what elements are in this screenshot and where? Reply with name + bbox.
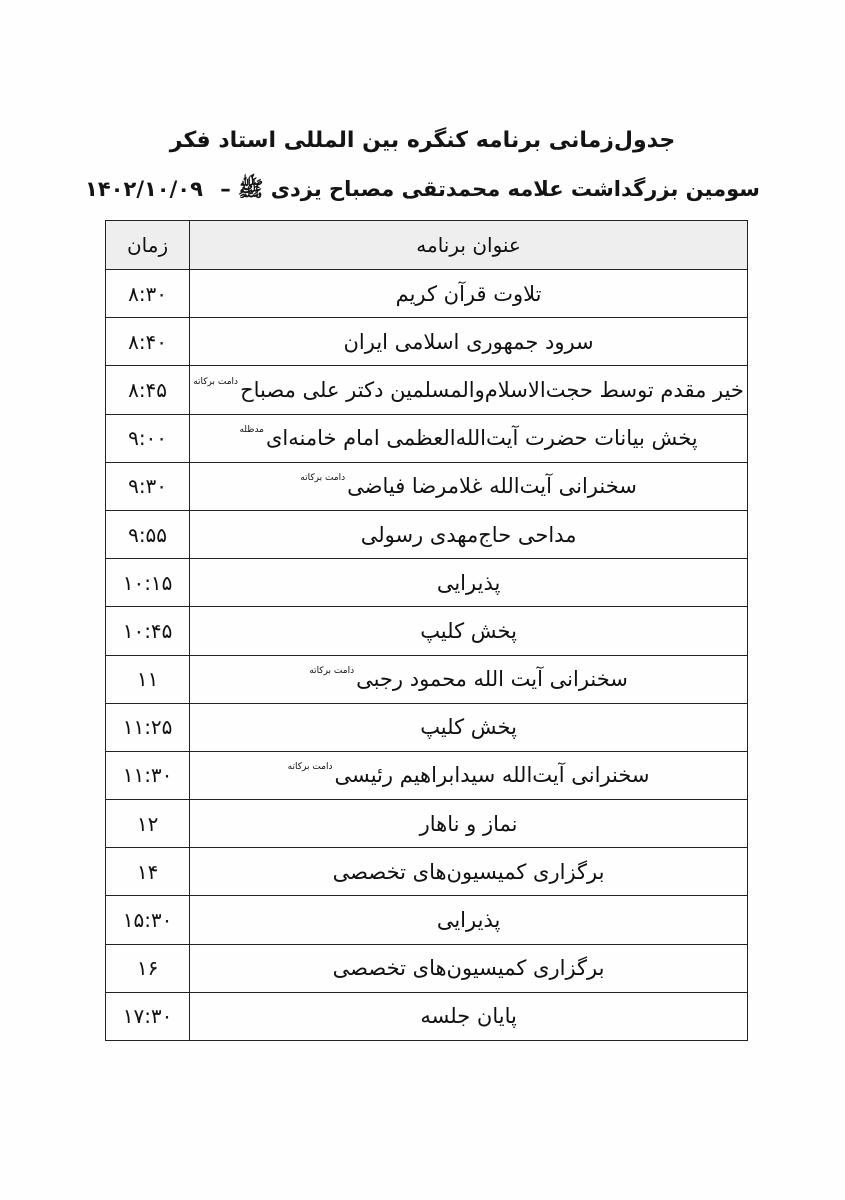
program-title-cell	[190, 559, 748, 607]
program-title-cell	[190, 751, 748, 799]
table-row	[106, 414, 748, 462]
program-time-text: ۹:۳۰	[128, 474, 168, 499]
schedule-table-body	[106, 270, 748, 1041]
table-row	[106, 607, 748, 655]
program-title-text: پخش بیانات حضرت آیت‌الله‌العظمی امام خامنه‌ای	[266, 426, 698, 451]
table-row	[106, 559, 748, 607]
program-title-text: پایان جلسه	[420, 1004, 517, 1029]
program-title-text: پذیرایی	[436, 570, 501, 595]
program-time-text: ۱۶	[136, 956, 159, 981]
program-title-text: پخش کلیپ	[420, 715, 517, 740]
program-time-text: ۸:۴۰	[128, 329, 168, 354]
program-time-cell	[106, 510, 190, 558]
honorific-mark: دامت برکاته	[309, 666, 355, 677]
program-time-cell	[106, 559, 190, 607]
page-title: جدول‌زمانی برنامه کنگره بین المللی استاد فکر	[169, 128, 676, 153]
program-time-cell	[106, 896, 190, 944]
table-row	[106, 896, 748, 944]
program-title-text: تلاوت قرآن کریم	[395, 281, 542, 306]
table-row	[106, 366, 748, 414]
table-row	[106, 848, 748, 896]
honorific-mark: دامت برکاته	[193, 376, 239, 387]
program-title-text: مداحی حاج‌مهدی رسولی	[360, 522, 577, 547]
program-time-cell	[106, 848, 190, 896]
program-time-cell	[106, 462, 190, 510]
program-time-text: ۱۴	[136, 859, 159, 884]
table-row	[106, 462, 748, 510]
program-title-text: سخنرانی آیت‌الله غلامرضا فیاضی	[347, 474, 637, 499]
table-row	[106, 318, 748, 366]
subtitle-date: ۱۴۰۲/۱۰/۰۹	[85, 177, 203, 201]
page-subtitle	[0, 176, 845, 207]
table-row	[106, 703, 748, 751]
table-header-row	[106, 221, 748, 270]
program-title-text: پذیرایی	[436, 908, 501, 933]
program-title-cell	[190, 944, 748, 992]
table-row	[106, 270, 748, 318]
program-time-text: ۸:۳۰	[128, 281, 168, 306]
table-row	[106, 800, 748, 848]
program-time-cell	[106, 655, 190, 703]
column-header-time: زمان	[106, 221, 190, 270]
program-title-text: پخش کلیپ	[420, 618, 517, 643]
program-title-cell	[190, 366, 748, 414]
program-time-cell	[106, 270, 190, 318]
honorific-mark: دامت برکاته	[300, 473, 346, 484]
program-time-cell	[106, 992, 190, 1040]
table-row	[106, 992, 748, 1040]
schedule-table	[105, 220, 748, 1041]
program-title-cell	[190, 318, 748, 366]
honorific-mark: مدظله	[239, 425, 264, 436]
program-time-cell	[106, 414, 190, 462]
program-time-cell	[106, 944, 190, 992]
table-row	[106, 944, 748, 992]
program-time-text: ۸:۴۵	[128, 377, 168, 402]
program-title-text: برگزاری کمیسیون‌های تخصصی	[332, 859, 605, 884]
program-time-text: ۹:۰۰	[128, 426, 168, 451]
program-title-cell	[190, 896, 748, 944]
program-title-cell	[190, 607, 748, 655]
program-time-text: ۱۵:۳۰	[122, 908, 173, 933]
program-time-cell	[106, 703, 190, 751]
program-title-cell	[190, 462, 748, 510]
program-title-cell	[190, 800, 748, 848]
program-time-cell	[106, 607, 190, 655]
program-title-text: سرود جمهوری اسلامی ایران	[343, 329, 594, 354]
program-time-text: ۱۰:۱۵	[122, 570, 173, 595]
program-title-cell	[190, 848, 748, 896]
table-row	[106, 510, 748, 558]
table-row	[106, 655, 748, 703]
program-title-cell	[190, 655, 748, 703]
program-title-cell	[190, 992, 748, 1040]
program-time-text: ۱۰:۴۵	[122, 618, 173, 643]
column-header-title: عنوان برنامه	[190, 221, 748, 270]
program-time-text: ۱۱:۲۵	[122, 715, 173, 740]
program-time-cell	[106, 318, 190, 366]
program-title-text: سخنرانی آیت الله محمود رجبی	[356, 667, 628, 692]
program-title-cell	[190, 510, 748, 558]
table-row	[106, 751, 748, 799]
program-title-cell	[190, 703, 748, 751]
honorific-mark: دامت برکاته	[287, 762, 333, 773]
program-time-cell	[106, 751, 190, 799]
program-time-cell	[106, 366, 190, 414]
program-title-text: برگزاری کمیسیون‌های تخصصی	[332, 956, 605, 981]
subtitle-text: سومین بزرگداشت علامه محمدتقی مصباح یزدی ﷺ –	[220, 177, 760, 201]
program-title-cell	[190, 270, 748, 318]
program-time-cell	[106, 800, 190, 848]
program-time-text: ۱۷:۳۰	[122, 1004, 173, 1029]
program-title-text: سخنرانی آیت‌الله سیدابراهیم رئیسی	[334, 763, 650, 788]
program-time-text: ۹:۵۵	[128, 522, 168, 547]
program-title-text: خیر مقدم توسط حجت‌الاسلام‌والمسلمین دکتر علی مصباح	[240, 377, 744, 402]
program-time-text: ۱۲	[136, 811, 159, 836]
program-time-text: ۱۱:۳۰	[122, 763, 173, 788]
program-title-cell	[190, 414, 748, 462]
program-title-text: نماز و ناهار	[419, 811, 518, 836]
program-time-text: ۱۱	[136, 667, 159, 692]
